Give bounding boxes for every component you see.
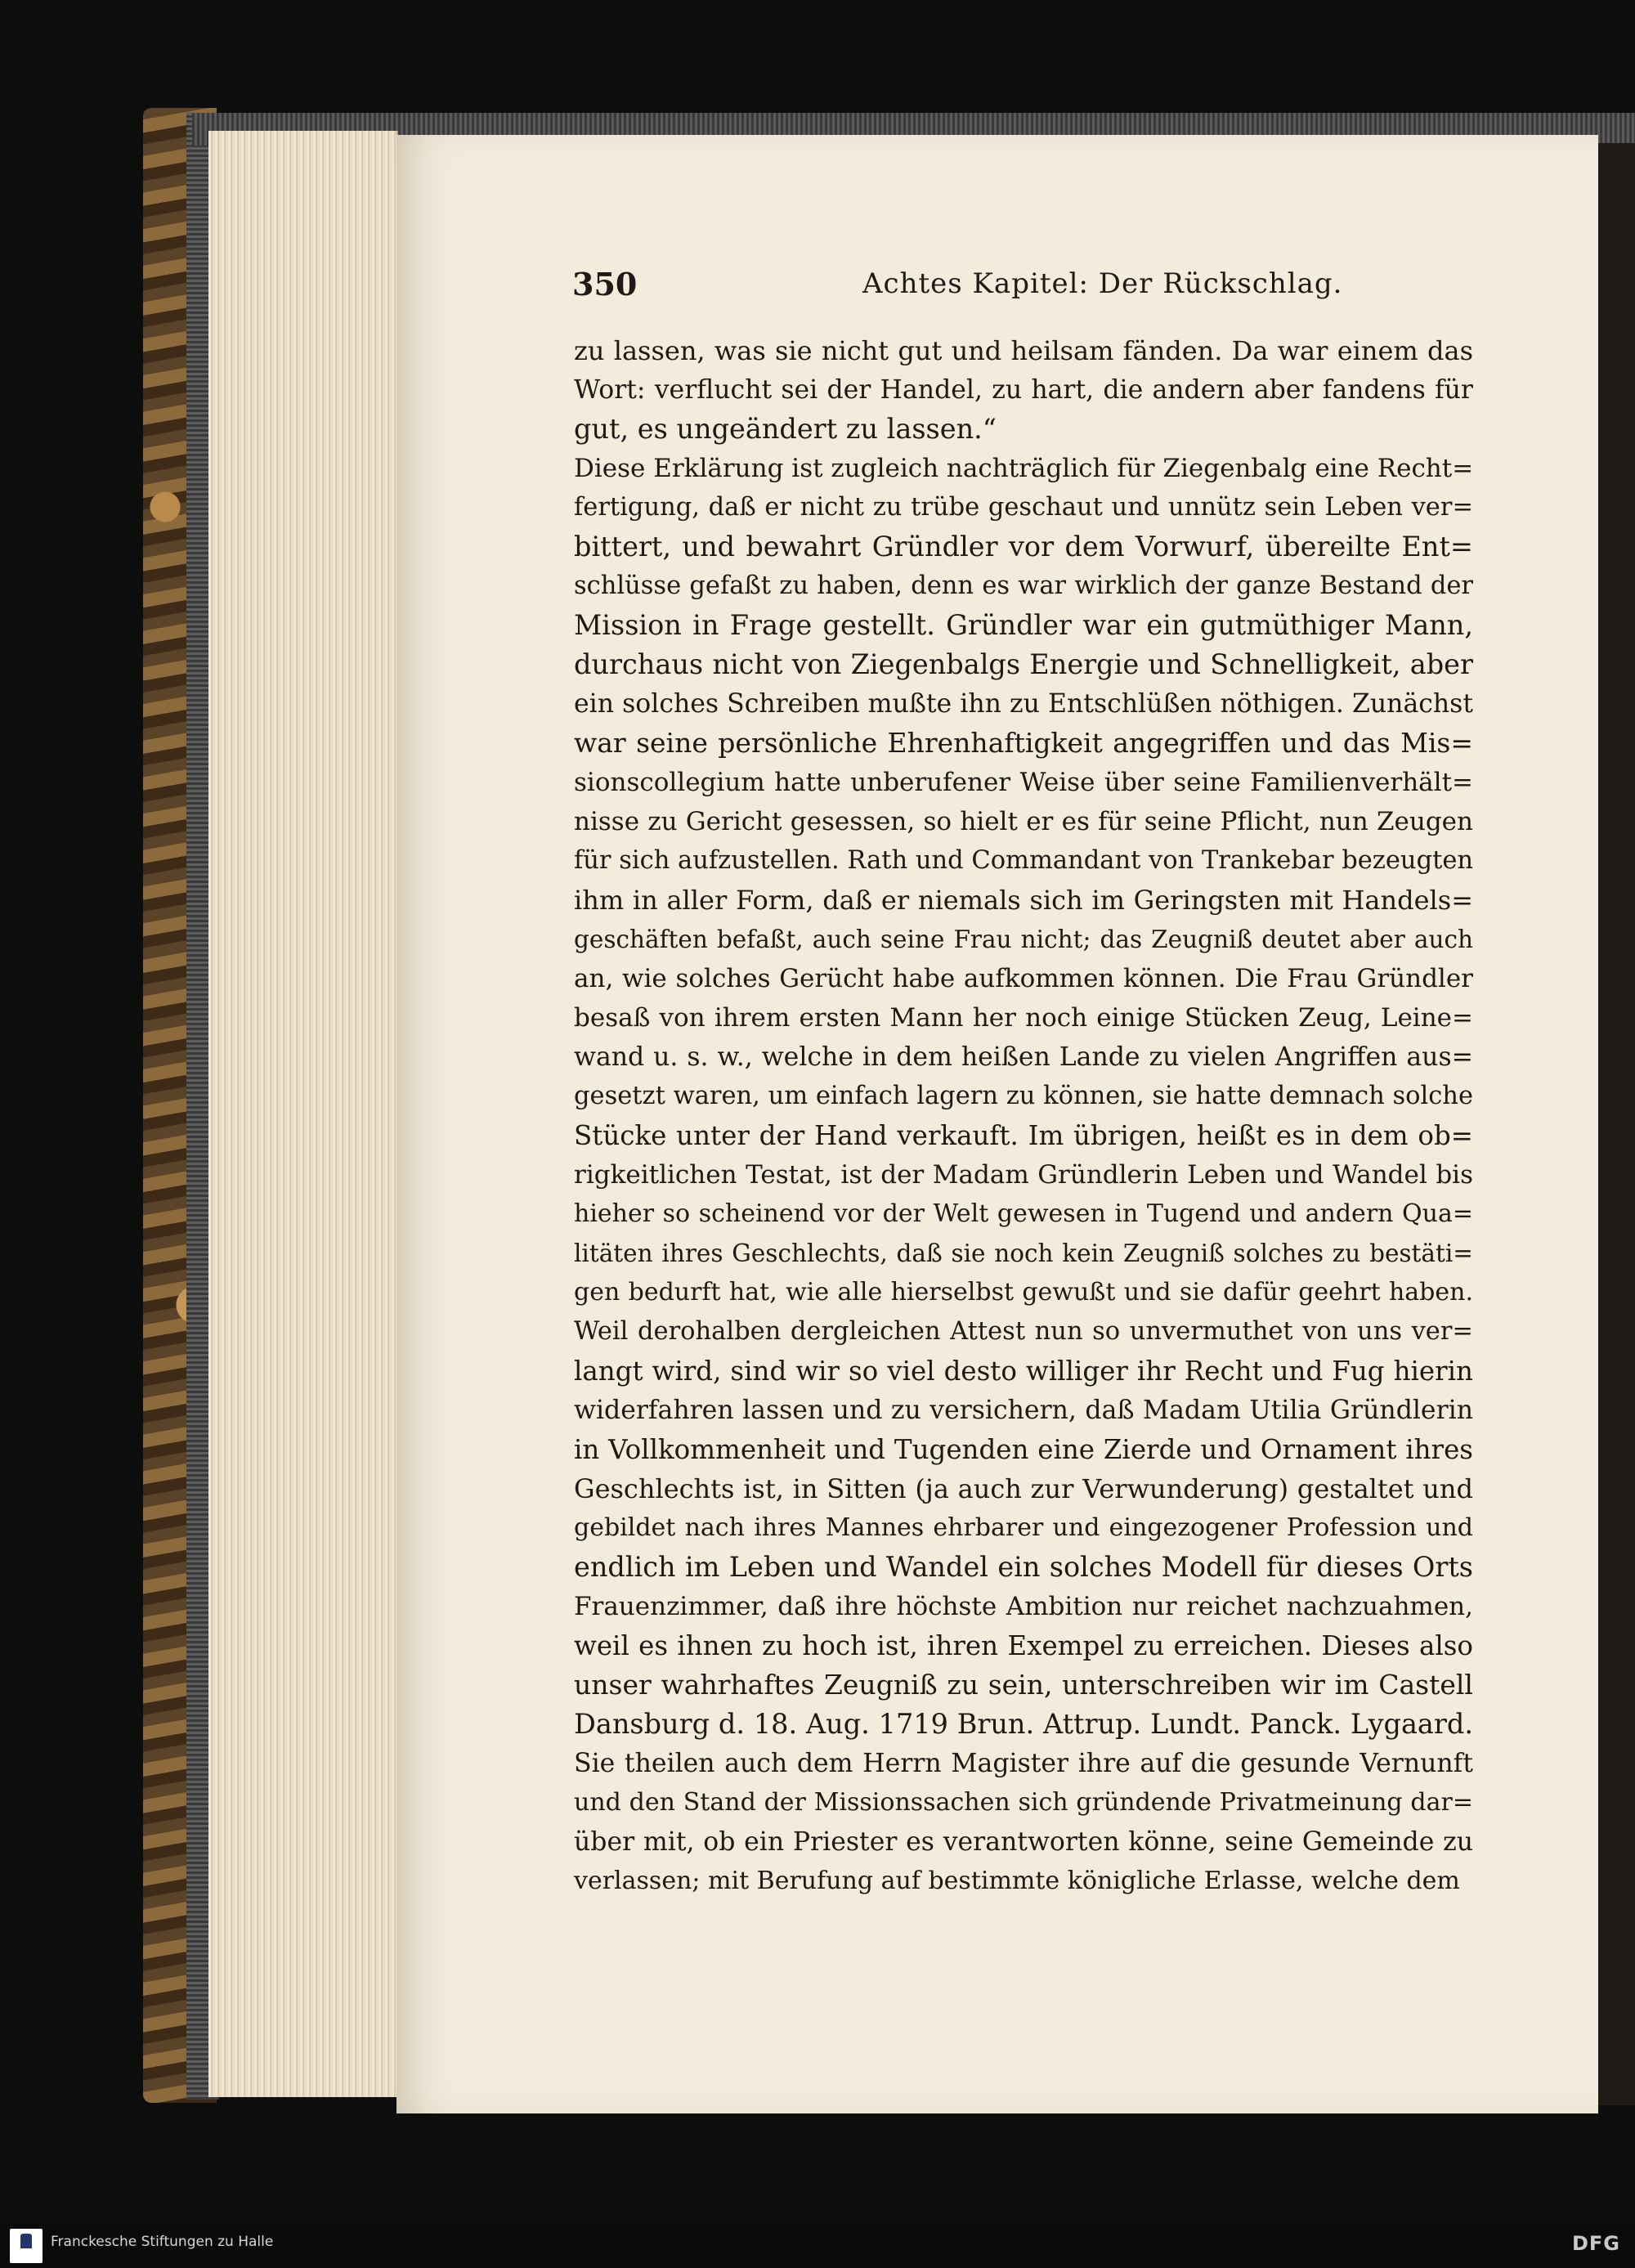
text-line: Stücke unter der Hand verkauft. Im übrigen, heißt es in dem ob= xyxy=(574,1120,1473,1151)
text-line: gebildet nach ihres Mannes ehrbarer und eingezogener Profession und xyxy=(574,1513,1473,1542)
text-line: litäten ihres Geschlechts, daß sie noch kein Zeugniß solches zu bestäti= xyxy=(574,1239,1473,1267)
text-line: und den Stand der Missionssachen sich gründende Privatmeinung dar= xyxy=(574,1788,1473,1817)
text-line: sionscollegium hatte unberufener Weise über seine Familienverhält= xyxy=(574,768,1473,797)
text-line: gen bedurft hat, wie alle hierselbst gewußt und sie dafür geehrt haben. xyxy=(574,1278,1473,1307)
text-line: geschäften befaßt, auch seine Frau nicht; das Zeugniß deutet aber auch xyxy=(574,926,1473,953)
text-line: durchaus nicht von Ziegenbalgs Energie und Schnelligkeit, aber xyxy=(574,648,1473,680)
text-line: war seine persönliche Ehrenhaftigkeit angegriffen und das Mis= xyxy=(574,727,1473,759)
text-line: gesetzt waren, um einfach lagern zu können, sie hatte demnach solche xyxy=(574,1082,1473,1110)
text-line: widerfahren lassen und zu versichern, daß Madam Utilia Gründlerin xyxy=(574,1396,1473,1425)
text-line: weil es ihnen zu hoch ist, ihren Exempel zu erreichen. Dieses also xyxy=(574,1630,1473,1661)
text-line: ein solches Schreiben mußte ihn zu Entschlüßen nöthigen. Zunächst xyxy=(574,689,1473,719)
institution-name: Franckesche Stiftungen zu Halle xyxy=(51,2234,274,2250)
dfg-logo: DFG xyxy=(1571,2232,1620,2255)
text-line: Diese Erklärung ist zugleich nachträglich für Ziegenbalg eine Recht= xyxy=(574,454,1474,483)
text-line: Frauenzimmer, daß ihre höchste Ambition nur reichet nachzuahmen, xyxy=(574,1592,1473,1621)
text-line: gut, es ungeändert zu lassen.“ xyxy=(574,413,997,445)
text-line: Sie theilen auch dem Herrn Magister ihre auf die gesunde Vernunft xyxy=(574,1749,1473,1778)
text-line: für sich aufzustellen. Rath und Commandant von Trankebar bezeugten xyxy=(574,846,1474,875)
page-stack-edge xyxy=(208,131,398,2097)
page-number: 350 xyxy=(572,266,638,303)
body-text xyxy=(574,331,1473,1901)
text-line: zu lassen, was sie nicht gut und heilsam fänden. Da war einem das xyxy=(574,335,1473,366)
text-line: nisse zu Gericht gesessen, so hielt er es für seine Pflicht, nun Zeugen xyxy=(574,807,1473,836)
text-line: unser wahrhaftes Zeugniß zu sein, unterschreiben wir im Castell xyxy=(574,1669,1473,1701)
footer-bar xyxy=(0,2224,1635,2268)
text-line: schlüsse gefaßt zu haben, denn es war wirklich der ganze Bestand der xyxy=(574,571,1473,600)
running-head xyxy=(572,266,1512,307)
text-line: bittert, und bewahrt Gründler vor dem Vorwurf, übereilte Ent= xyxy=(574,531,1473,563)
text-line: rigkeitlichen Testat, ist der Madam Gründlerin Leben und Wandel bis xyxy=(574,1160,1473,1190)
text-line: Dansburg d. 18. Aug. 1719 Brun. Attrup. Lundt. Panck. Lygaard. xyxy=(574,1708,1473,1740)
text-line: verlassen; mit Berufung auf bestimmte königliche Erlasse, welche dem xyxy=(574,1867,1460,1895)
text-line: Weil derohalben dergleichen Attest nun so unvermuthet von uns ver= xyxy=(574,1317,1473,1346)
text-line: wand u. s. w., welche in dem heißen Lande zu vielen Angriffen aus= xyxy=(574,1042,1473,1072)
chapter-title: Achtes Kapitel: Der Rückschlag. xyxy=(862,267,1343,300)
text-line: in Vollkommenheit und Tugenden eine Zierde und Ornament ihres xyxy=(574,1434,1473,1465)
text-line: fertigung, daß er nicht zu trübe geschaut und unnütz sein Leben ver= xyxy=(574,493,1473,522)
text-line: Mission in Frage gestellt. Gründler war ein gutmüthiger Mann, xyxy=(574,609,1473,641)
text-line: an, wie solches Gerücht habe aufkommen können. Die Frau Gründler xyxy=(574,964,1473,993)
page-gutter-shadow xyxy=(1598,143,1635,2105)
text-line: hieher so scheinend vor der Welt gewesen in Tugend und andern Qua= xyxy=(574,1199,1473,1228)
text-line: langt wird, sind wir so viel desto williger ihr Recht und Fug hierin xyxy=(574,1356,1473,1387)
text-line: besaß von ihrem ersten Mann her noch einige Stücken Zeug, Leine= xyxy=(574,1003,1473,1033)
text-line: ihm in aller Form, daß er niemals sich im Geringsten mit Handels= xyxy=(574,885,1473,916)
text-line: Geschlechts ist, in Sitten (ja auch zur Verwunderung) gestaltet und xyxy=(574,1473,1473,1504)
text-line: endlich im Leben und Wandel ein solches Modell für dieses Orts xyxy=(574,1551,1473,1583)
text-line: Wort: verflucht sei der Handel, zu hart, die andern aber fandens für xyxy=(574,375,1473,405)
text-line: über mit, ob ein Priester es verantworten könne, seine Gemeinde zu xyxy=(574,1827,1473,1857)
institution-logo xyxy=(10,2229,43,2263)
